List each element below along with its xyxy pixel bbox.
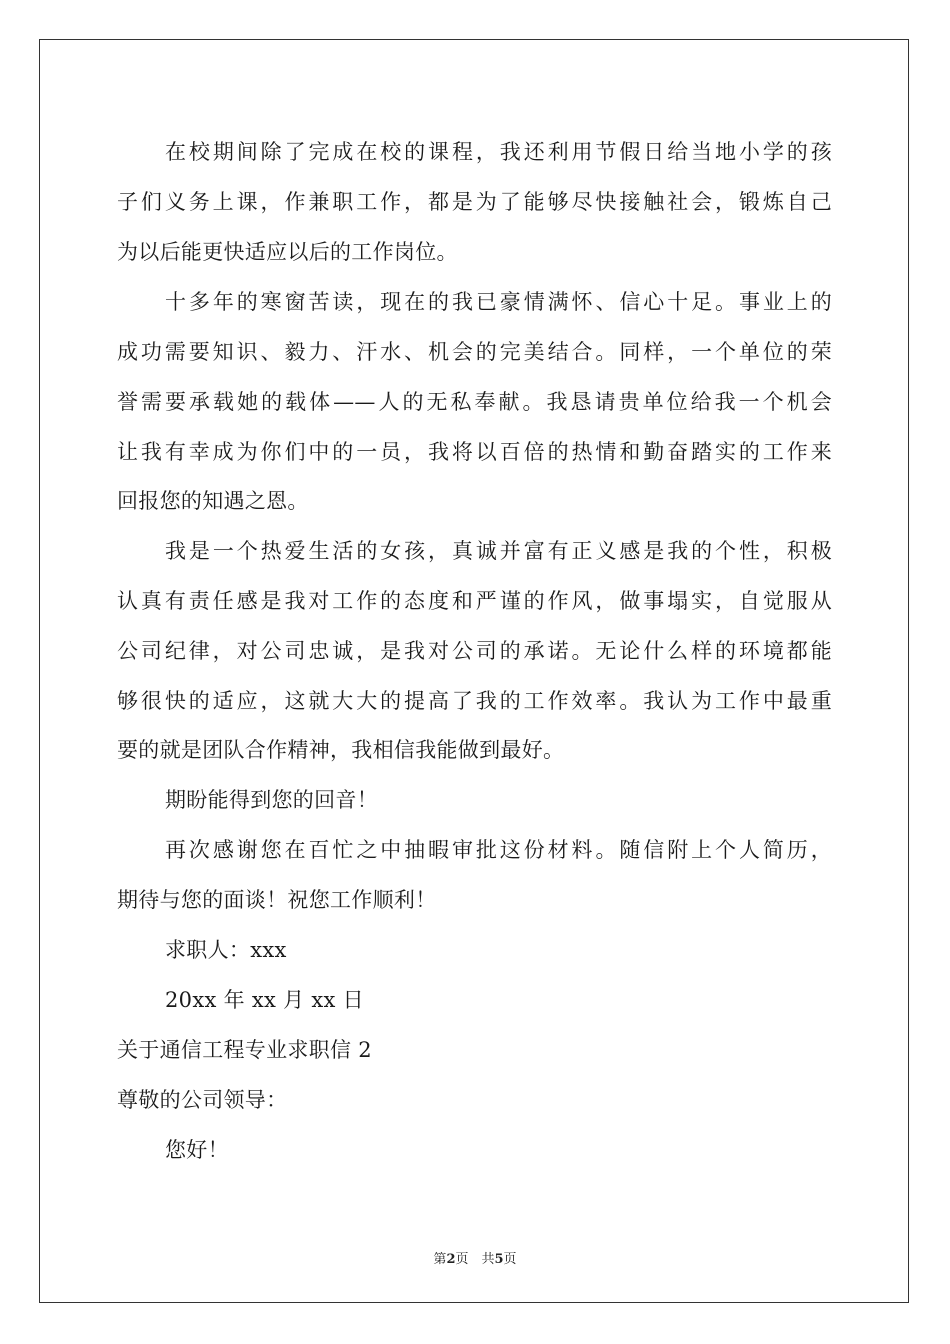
paragraph-line: 回报您的知遇之恩。 — [117, 489, 309, 513]
paragraph-line: 我是一个热爱生活的女孩，真诚并富有正义感是我的个性，积极 — [165, 539, 832, 563]
paragraph-line: 在校期间除了完成在校的课程，我还利用节假日给当地小学的孩 — [165, 140, 832, 164]
paragraph-line: 子们义务上课，作兼职工作，都是为了能够尽快接触社会，锻炼自己 — [117, 190, 832, 214]
section-heading: 关于通信工程专业求职信 2 — [117, 1038, 372, 1062]
paragraph-line: 十多年的寒窗苦读，现在的我已豪情满怀、信心十足。事业上的 — [165, 290, 832, 314]
paragraph-line: 誉需要承载她的载体——人的无私奉献。我恳请贵单位给我一个机会 — [117, 390, 832, 414]
paragraph-line: 再次感谢您在百忙之中抽暇审批这份材料。随信附上个人简历， — [165, 838, 832, 862]
signature-line: 求职人：xxx — [165, 938, 287, 962]
page-mid: 页 共 — [455, 1252, 495, 1267]
paragraph-line: 期盼能得到您的回音！ — [165, 788, 378, 812]
page-prefix: 第 — [433, 1252, 447, 1267]
paragraph-line: 成功需要知识、毅力、汗水、机会的完美结合。同样，一个单位的荣 — [117, 340, 832, 364]
paragraph-line: 够很快的适应，这就大大的提高了我的工作效率。我认为工作中最重 — [117, 689, 832, 713]
paragraph-line: 公司纪律，对公司忠诚，是我对公司的承诺。无论什么样的环境都能 — [117, 639, 832, 663]
paragraph-line: 期待与您的面谈！祝您工作顺利！ — [117, 888, 437, 912]
paragraph-line: 让我有幸成为你们中的一员，我将以百倍的热情和勤奋踏实的工作来 — [117, 440, 832, 464]
greeting: 您好！ — [165, 1138, 229, 1162]
page-footer — [0, 1248, 950, 1267]
paragraph-line: 认真有责任感是我对工作的态度和严谨的作风，做事塌实，自觉服从 — [117, 589, 832, 613]
page-number: 2 — [446, 1252, 456, 1267]
paragraph-line: 为以后能更快适应以后的工作岗位。 — [117, 240, 458, 264]
paragraph-line: 要的就是团队合作精神，我相信我能做到最好。 — [117, 738, 565, 762]
date-line: 20xx 年 xx 月 xx 日 — [165, 988, 364, 1012]
salutation: 尊敬的公司领导： — [117, 1088, 288, 1112]
page-suffix: 页 — [503, 1252, 517, 1267]
page-total: 5 — [494, 1252, 504, 1267]
